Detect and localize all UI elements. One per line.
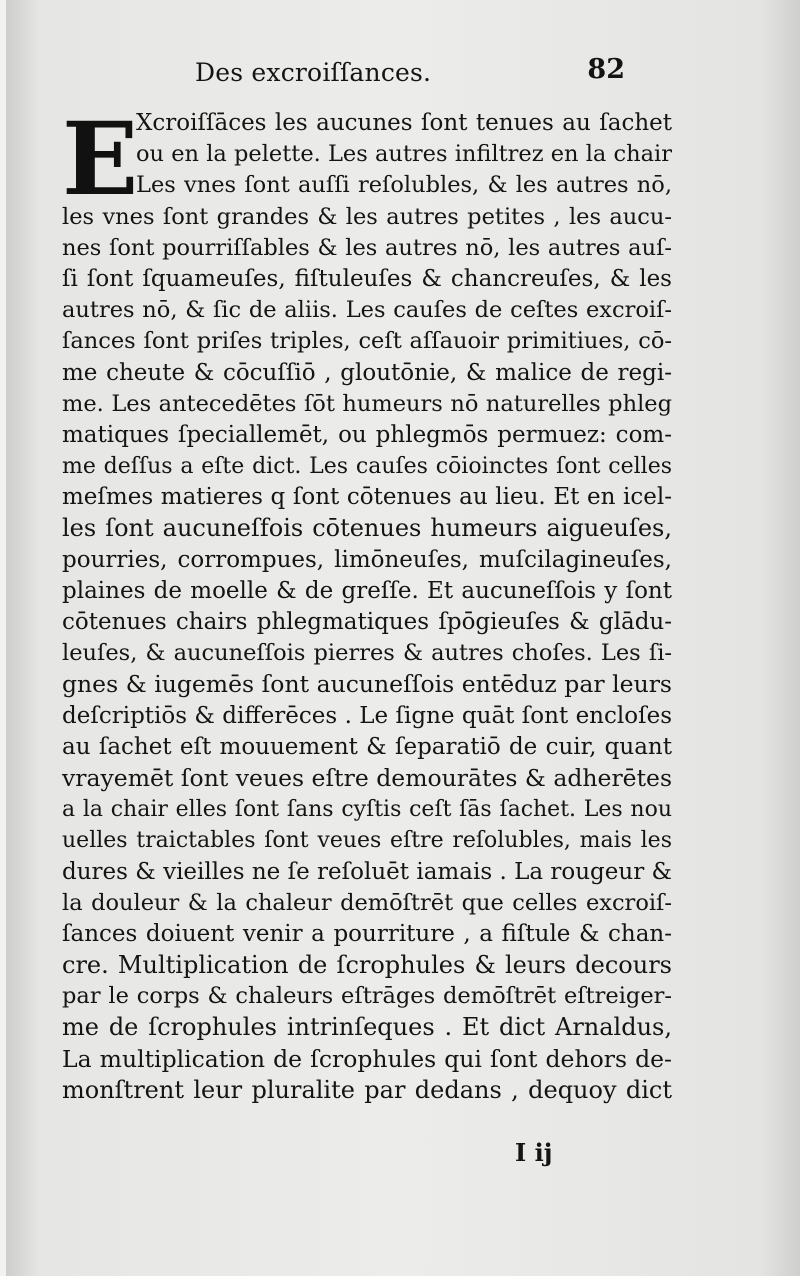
running-head: Des excroiſſances. [195, 58, 432, 87]
text-line: pourries, corrompues, limōneuſes, muſcilagineuſes, [62, 546, 672, 573]
text-line: monſtrent leur pluralite par dedans , dequoy dict [62, 1075, 672, 1104]
text-line: me cheute & cōcuſſiō , gloutōnie, & malice de regi- [62, 359, 672, 386]
text-line: Xcroiſſāces les aucunes ſont tenues au ſachet [136, 110, 672, 136]
text-line: me deſſus a eſte dict. Les cauſes cōioinctes ſont celles [62, 454, 672, 480]
page-edge [0, 0, 6, 1276]
text-line: autres nō, & ſic de aliis. Les cauſes de ceſtes excroiſ- [62, 297, 672, 324]
body-text [62, 100, 672, 1106]
text-line: Les vnes ſont auſſi reſolubles, & les autres nō, [136, 172, 672, 199]
text-line: La multiplication de ſcrophules qui ſont dehors de- [62, 1044, 672, 1073]
text-line: ſi ſont ſquameuſes, fiſtuleuſes & chancreuſes, & les [62, 265, 672, 292]
text-line: uelles traictables ſont veues eſtre reſolubles, mais les [62, 828, 672, 854]
text-line: ou en la pelette. Les autres infiltrez en la chair [136, 141, 672, 168]
text-line: plaines de moelle & de greſſe. Et aucuneſſois y ſont [62, 577, 672, 604]
text-line: les ſont aucuneſfois cōtenues humeurs aigueuſes, [62, 514, 672, 543]
text-line: a la chair elles ſont ſans cyſtis ceſt ſās ſachet. Les nou [62, 797, 672, 823]
text-line: nes ſont pourriſſables & les autres nō, les autres auſ- [62, 234, 672, 261]
text-line: me. Les antecedētes ſōt humeurs nō naturelles phleg [62, 390, 672, 417]
text-line: la douleur & la chaleur demōſtrēt que celles excroiſ- [62, 889, 672, 916]
text-line: me de ſcrophules intrinſeques . Et dict Arnaldus, [62, 1013, 672, 1042]
text-line: matiques ſpeciallemēt, ou phlegmōs permuez: com- [62, 421, 672, 448]
text-line: dures & vieilles ne ſe reſoluēt iamais . La rougeur & [62, 858, 672, 885]
page-header [195, 54, 625, 98]
text-line: meſmes matieres q ſont cōtenues au lieu. Et en icel- [62, 484, 672, 511]
text-line: ſances doiuent venir a pourriture , a fiſtule & chan- [62, 920, 672, 947]
text-line: leuſes, & aucuneſſois pierres & autres choſes. Les ſi- [62, 640, 672, 667]
text-line: au ſachet eſt mouuement & ſeparatiō de cuir, quant [62, 733, 672, 760]
text-line: cōtenues chairs phlegmatiques ſpōgieuſes & glādu- [62, 609, 672, 635]
text-line: ſances ſont priſes triples, ceſt aſſauoir primitiues, cō- [62, 328, 672, 355]
decorated-initial: E [62, 100, 139, 218]
text-line: par le corps & chaleurs eſtrāges demōſtrēt eſtreiger- [62, 983, 672, 1010]
signature-mark: I ij [515, 1138, 553, 1167]
text-line: gnes & iugemēs ſont aucuneſſois entēduz par leurs [62, 670, 672, 699]
text-line: deſcriptiōs & differēces . Le ſigne quāt ſont encloſes [62, 702, 672, 729]
text-line: les vnes ſont grandes & les autres petites , les aucu- [62, 203, 672, 230]
text-line: cre. Multiplication de ſcrophules & leurs decours [62, 951, 672, 980]
page-number: 82 [587, 54, 625, 85]
text-line: vrayemēt ſont veues eſtre demourātes & adherētes [62, 763, 672, 792]
